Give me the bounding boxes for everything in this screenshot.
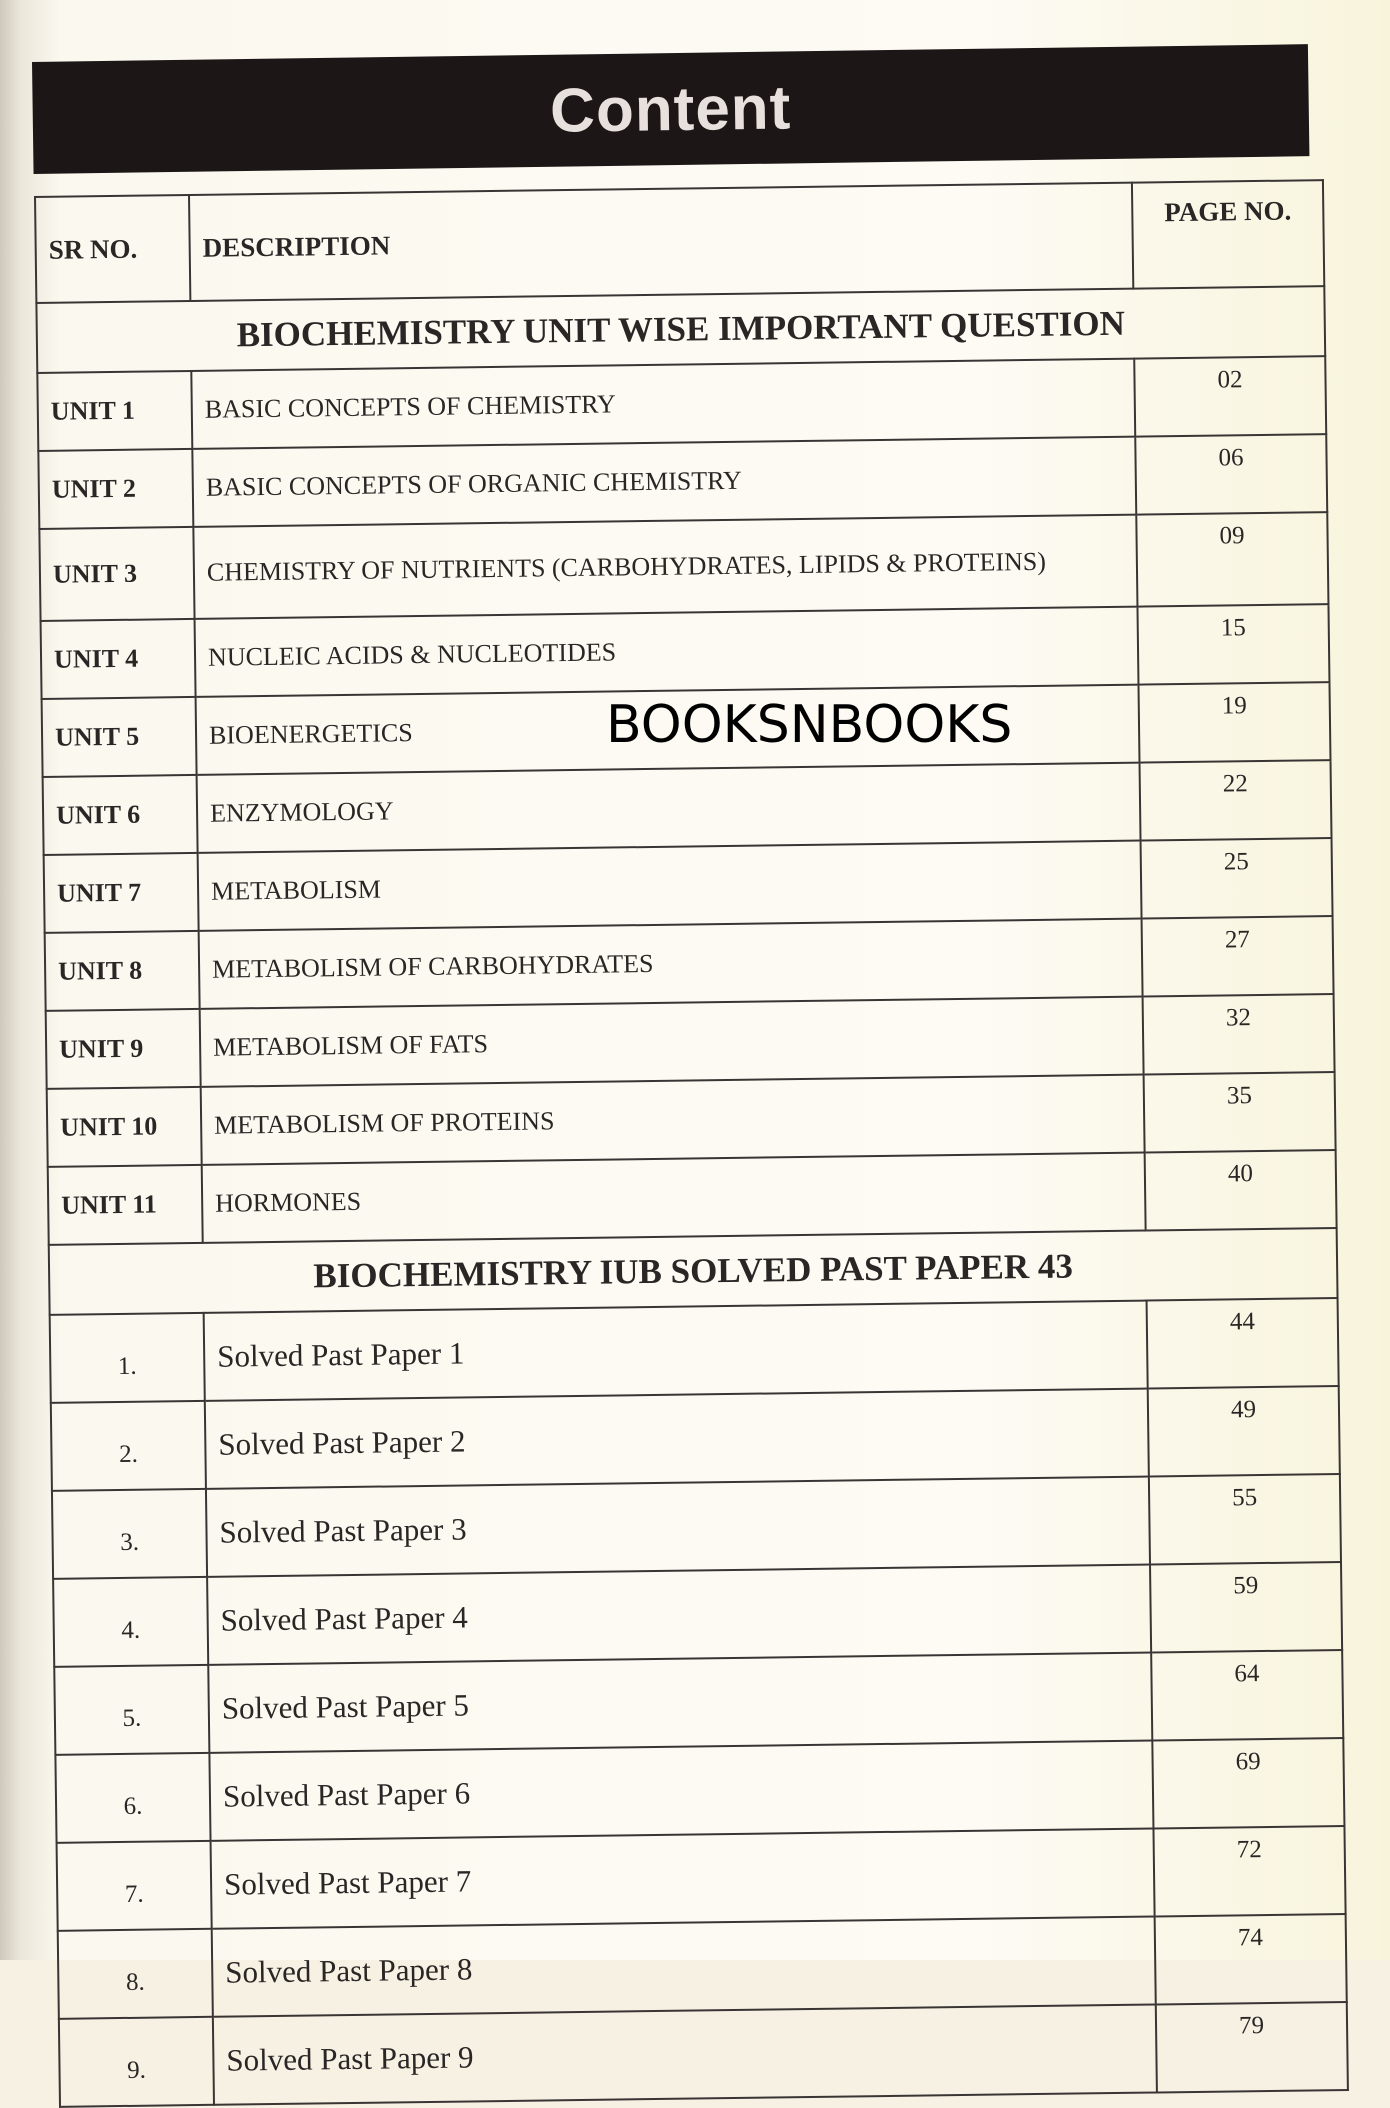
row-description: BASIC CONCEPTS OF CHEMISTRY — [191, 359, 1135, 449]
row-sr-no: UNIT 9 — [46, 1009, 201, 1089]
row-page-no: 64 — [1151, 1650, 1343, 1740]
row-description: Solved Past Paper 5 — [208, 1653, 1152, 1753]
row-sr-no: UNIT 8 — [45, 931, 200, 1011]
row-sr-no: UNIT 11 — [48, 1165, 203, 1245]
row-page-no: 35 — [1144, 1072, 1336, 1152]
row-description: Solved Past Paper 1 — [204, 1301, 1148, 1401]
row-page-no: 40 — [1145, 1150, 1337, 1230]
row-sr-no: 7. — [57, 1841, 212, 1931]
row-page-no: 79 — [1156, 2002, 1348, 2092]
row-sr-no: 5. — [54, 1665, 209, 1755]
row-page-no: 49 — [1148, 1386, 1340, 1476]
row-page-no: 59 — [1150, 1562, 1342, 1652]
table-row — [59, 2002, 1348, 2107]
row-page-no: 55 — [1149, 1474, 1341, 1564]
row-sr-no: 2. — [51, 1401, 206, 1491]
row-page-no: 09 — [1136, 512, 1328, 606]
row-description: Solved Past Paper 2 — [205, 1389, 1149, 1489]
table-row — [51, 1386, 1340, 1491]
row-description: Solved Past Paper 6 — [209, 1740, 1153, 1840]
title-banner — [32, 44, 1309, 174]
row-description: CHEMISTRY OF NUTRIENTS (CARBOHYDRATES, LIPIDS & PROTEINS) — [193, 515, 1137, 619]
row-description: NUCLEIC ACIDS & NUCLEOTIDES — [195, 607, 1139, 697]
table-row — [39, 512, 1328, 621]
table-row — [53, 1562, 1342, 1667]
row-description: Solved Past Paper 3 — [206, 1477, 1150, 1577]
row-page-no: 69 — [1152, 1738, 1344, 1828]
row-sr-no: 8. — [58, 1929, 213, 2019]
table-row — [52, 1474, 1341, 1579]
row-description: Solved Past Paper 4 — [207, 1565, 1151, 1665]
section-title-past-papers: BIOCHEMISTRY IUB SOLVED PAST PAPER 43 — [49, 1228, 1338, 1315]
row-sr-no: UNIT 10 — [47, 1087, 202, 1167]
row-description: BIOENERGETICS — [196, 685, 1140, 775]
table-row — [50, 1298, 1339, 1403]
row-page-no: 15 — [1137, 604, 1329, 684]
table-row — [57, 1826, 1346, 1931]
row-sr-no: 1. — [50, 1313, 205, 1403]
row-sr-no: UNIT 6 — [43, 775, 198, 855]
row-sr-no: UNIT 7 — [44, 853, 199, 933]
row-page-no: 19 — [1138, 682, 1330, 762]
table-row — [58, 1914, 1347, 2019]
row-sr-no: 6. — [55, 1753, 210, 1843]
row-page-no: 74 — [1155, 1914, 1347, 2004]
header-page-no: PAGE NO. — [1132, 180, 1324, 288]
row-description: Solved Past Paper 8 — [212, 1916, 1156, 2016]
row-page-no: 27 — [1142, 916, 1334, 996]
row-sr-no: UNIT 3 — [39, 527, 194, 621]
header-sr-no: SR NO. — [35, 195, 190, 303]
row-page-no: 72 — [1153, 1826, 1345, 1916]
row-page-no: 02 — [1134, 356, 1326, 436]
row-sr-no: 3. — [52, 1489, 207, 1579]
row-page-no: 06 — [1135, 434, 1327, 514]
row-sr-no: UNIT 1 — [37, 371, 192, 451]
contents-table-wrapper — [34, 179, 1349, 2108]
row-description: HORMONES — [202, 1153, 1146, 1243]
row-page-no: 32 — [1143, 994, 1335, 1074]
row-page-no: 44 — [1147, 1298, 1339, 1388]
table-header-row — [35, 180, 1324, 303]
row-description: METABOLISM OF PROTEINS — [201, 1075, 1145, 1165]
table-row — [54, 1650, 1343, 1755]
table-row — [55, 1738, 1344, 1843]
row-description: BASIC CONCEPTS OF ORGANIC CHEMISTRY — [192, 437, 1136, 527]
watermark: BOOKSNBOOKS — [606, 695, 1013, 755]
section-title-unit-wise: BIOCHEMISTRY UNIT WISE IMPORTANT QUESTION — [36, 286, 1325, 373]
row-description: METABOLISM OF CARBOHYDRATES — [199, 919, 1143, 1009]
row-description: Solved Past Paper 9 — [213, 2004, 1157, 2104]
row-description: ENZYMOLOGY — [197, 763, 1141, 853]
row-page-no: 25 — [1141, 838, 1333, 918]
header-description: DESCRIPTION — [189, 183, 1133, 301]
row-sr-no: UNIT 5 — [42, 697, 197, 777]
row-description: Solved Past Paper 7 — [211, 1828, 1155, 1928]
row-sr-no: UNIT 2 — [38, 449, 193, 529]
page-title: Content — [549, 72, 792, 146]
row-page-no: 22 — [1140, 760, 1332, 840]
row-sr-no: 9. — [59, 2017, 214, 2107]
contents-table — [34, 179, 1349, 2108]
row-sr-no: UNIT 4 — [41, 619, 196, 699]
row-sr-no: 4. — [53, 1577, 208, 1667]
row-description: METABOLISM OF FATS — [200, 997, 1144, 1087]
row-description: METABOLISM — [198, 841, 1142, 931]
